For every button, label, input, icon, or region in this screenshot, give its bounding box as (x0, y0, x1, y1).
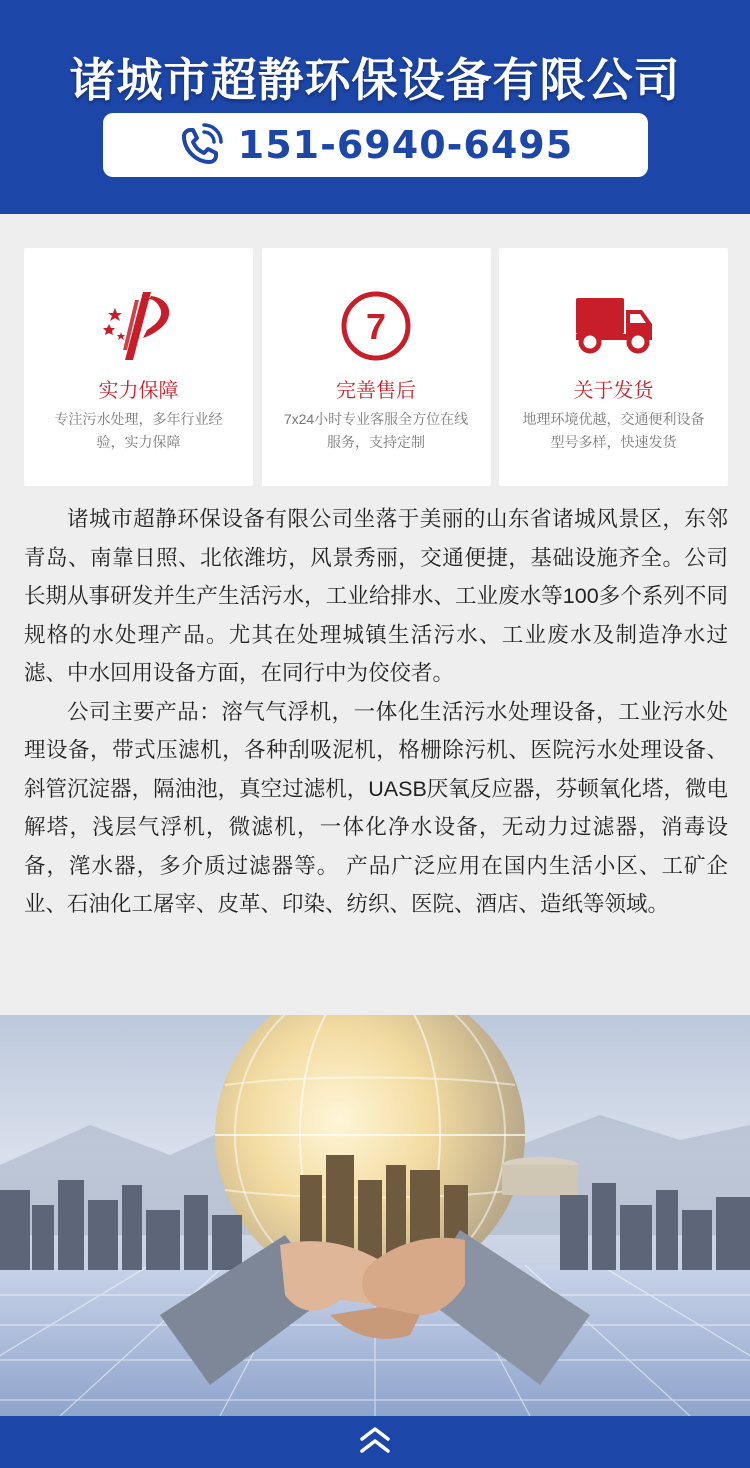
footer-bar (0, 1416, 750, 1468)
phone-number: 151-6940-6495 (237, 123, 574, 167)
feature-card-shipping (499, 248, 728, 486)
phone-icon (178, 122, 224, 168)
intro-paragraph-1: 诸城市超静环保设备有限公司坐落于美丽的山东省诸城风景区，东邻青岛、南靠日照、北依潍坊，风景秀丽，交通便捷，基础设施齐全。公司长期从事研发并生产生活污水，工业给排水、工业废水等100多个系列不同规格的水处理产品。尤其在处理城镇生活污水、工业废水及制造净水过滤、中水回用设备方面，在同行中为佼佼者。 (24, 507, 728, 685)
company-name: 诸城市超静环保设备有限公司 (69, 53, 681, 107)
feature-title: 完善售后 (336, 380, 416, 402)
truck-icon (499, 290, 728, 362)
feature-cards (24, 248, 728, 486)
feature-title: 实力保障 (98, 380, 179, 402)
company-intro (24, 500, 728, 924)
feature-desc: 地理环境优越，交通便利设备型号多样，快速发货 (522, 411, 705, 450)
handshake-globe-image (0, 1015, 750, 1416)
seven-days-icon-text: 7 (365, 306, 387, 347)
feature-desc: 7x24小时专业客服全方位在线服务，支持定制 (283, 411, 469, 450)
phone-box[interactable] (103, 113, 648, 177)
seven-days-icon (262, 290, 491, 362)
feature-desc: 专注污水处理，多年行业经验，实力保障 (54, 411, 223, 450)
feature-card-aftersales (262, 248, 491, 486)
double-chevron-up-icon[interactable] (358, 1425, 392, 1459)
feature-title: 关于发货 (573, 380, 654, 402)
header-banner (0, 0, 750, 214)
feature-card-strength (24, 248, 253, 486)
brand-flag-icon (24, 290, 253, 362)
intro-paragraph-2: 公司主要产品：溶气气浮机，一体化生活污水处理设备，工业污水处理设备，带式压滤机，各种刮吸泥机，格栅除污机、医院污水处理设备、斜管沉淀器，隔油池，真空过滤机，UASB厌氧反应器，芬顿氧化塔，微电解塔，浅层气浮机，微滤机，一体化净水设备，无动力过滤器，消毒设备，滗水器，多介质过滤器等。 产品广泛应用在国内生活小区、工矿企业、石油化工屠宰、皮革、印染、纺织、医院、酒店、造纸等领域。 (24, 699, 728, 916)
